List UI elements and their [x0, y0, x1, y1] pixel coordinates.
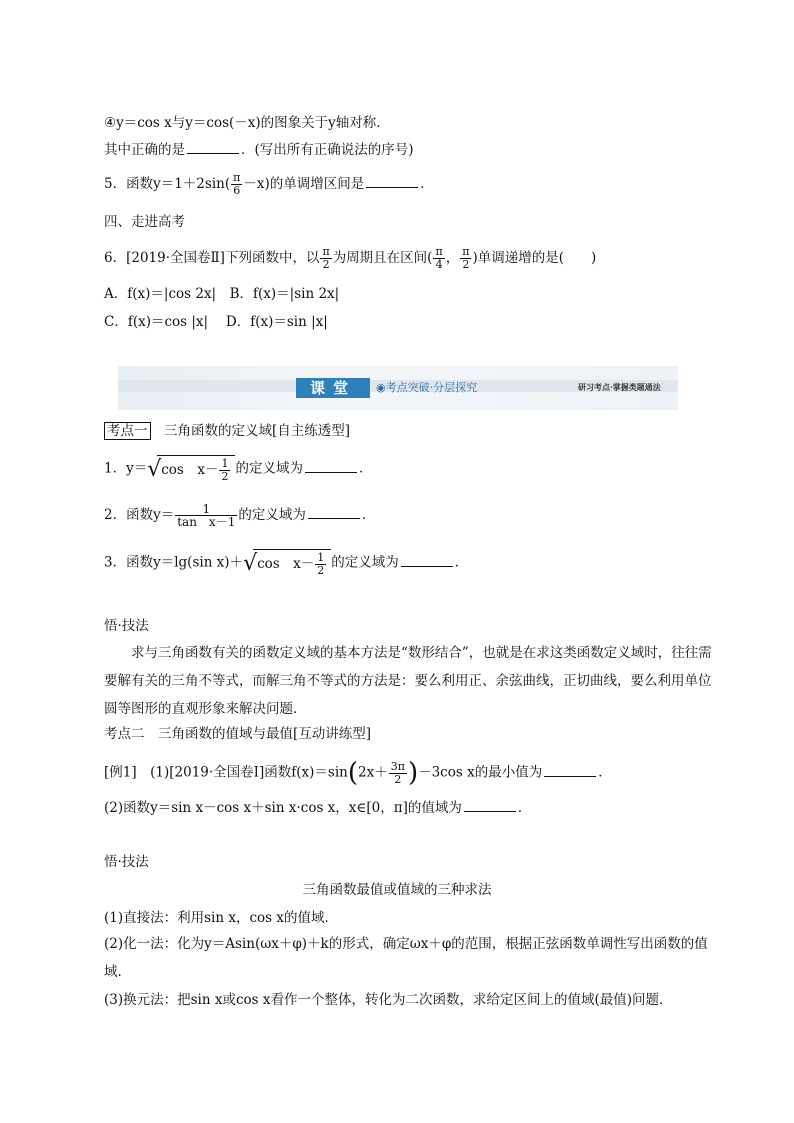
q4-item: ④y＝cos x与y＝cos(－x)的图象关于y轴对称． [104, 115, 390, 131]
fraction-numerator: π [435, 245, 443, 258]
answer-blank[interactable] [464, 799, 516, 812]
fraction-denominator: 6 [233, 184, 241, 197]
fraction [389, 761, 407, 786]
technique-heading: 悟·技法 [104, 854, 149, 870]
q4-prompt-text: 其中正确的是 [104, 142, 185, 158]
problem-3 [104, 549, 468, 577]
p2-text-c: ． [361, 507, 376, 523]
sqrt-sign: √ [147, 457, 162, 482]
fraction [315, 552, 326, 577]
fraction-numerator: 1 [175, 503, 237, 516]
kaodian-2-heading: 考点二 三角函数的值域与最值[互动讲练型] [104, 726, 372, 742]
ex1-text-b: 2x＋ [358, 764, 388, 781]
method-2: (2)化一法：化为y＝Asin(ωx＋φ)＋k的形式，确定ωx＋φ的范围，根据正弦函数单调性写出函数的值域． [104, 936, 708, 980]
sqrt-text: cos x－ [161, 462, 219, 478]
p2-text-a: 2．函数y＝ [104, 507, 175, 523]
fraction-numerator: π [322, 245, 330, 258]
sqrt-sign: √ [243, 551, 258, 576]
fraction-denominator: 2 [462, 258, 470, 271]
kaodian-1-heading [104, 421, 350, 441]
q4-prompt-note: ．(写出所有正确说法的序号) [241, 142, 414, 158]
fraction-denominator: 2 [317, 564, 325, 577]
answer-blank[interactable] [305, 460, 357, 473]
p3-text-b: 的定义域为 [331, 554, 399, 571]
fraction-numerator: π [462, 245, 470, 258]
fraction-numerator: 1 [221, 457, 229, 470]
answer-blank[interactable] [187, 141, 239, 154]
p1-text-a: 1．y＝ [104, 460, 148, 477]
fraction-denominator: 2 [322, 258, 330, 271]
p3-text-c: ． [454, 554, 469, 571]
q4-prompt [104, 140, 414, 160]
q6-options-cd[interactable]: C．f(x)＝cos |x| D．f(x)＝sin |x| [104, 314, 328, 330]
method-1: (1)直接法：利用sin x，cos x的值域． [104, 910, 338, 926]
fraction-denominator: 2 [394, 772, 402, 786]
example-1-part-2 [104, 798, 531, 818]
ex1-2-text: (2)函数y＝sin x－cos x＋sin x·cos x，x∈[0，π]的值域为 [104, 800, 462, 816]
fraction [433, 246, 444, 271]
fraction-denominator: 2 [221, 470, 229, 483]
problem-1 [104, 455, 372, 483]
paren-left: ( [347, 758, 358, 788]
sqrt [243, 549, 331, 577]
ex1-text-d: ． [598, 764, 612, 781]
banner-title: 课堂 [296, 378, 370, 398]
q6-options-ab[interactable]: A．f(x)＝|cos 2x| B．f(x)＝|sin 2x| [104, 286, 340, 302]
question-6 [104, 246, 596, 271]
p2-text-b: 的定义域为 [238, 507, 306, 523]
fraction-numerator: 1 [317, 551, 325, 564]
q6-text-c: ， [445, 250, 460, 266]
section-banner [118, 366, 678, 410]
fraction [231, 172, 242, 197]
fraction [460, 246, 471, 271]
question-5 [104, 172, 434, 197]
q5-text-c: ． [420, 176, 434, 192]
fraction [320, 246, 331, 271]
example-1 [104, 760, 612, 786]
ex1-text-a: [例1] (1)[2019·全国卷Ⅰ]函数f(x)＝sin [104, 764, 348, 781]
answer-blank[interactable] [544, 764, 596, 777]
q6-text-a: 6．[2019·全国卷Ⅱ]下列函数中，以 [104, 250, 320, 266]
kaodian-title: 三角函数的定义域[自主练透型] [164, 423, 351, 439]
answer-blank[interactable] [308, 506, 360, 519]
section-heading: 四、走进高考 [104, 214, 185, 230]
banner-right-text: 研习考点·掌握类题通法 [578, 382, 661, 392]
q5-text-b: －x)的单调增区间是 [243, 176, 365, 192]
p3-text-a: 3．函数y＝lg(sin x)＋ [104, 554, 244, 571]
q6-text-b: 为周期且在区间( [332, 250, 433, 266]
fraction-denominator: tan x－1 [177, 515, 236, 529]
kaodian-label: 考点一 [104, 422, 151, 440]
fraction-numerator: 3π [390, 759, 405, 773]
paren-right: ) [407, 758, 419, 788]
ex1-text-c: －3cos x的最小值为 [418, 764, 543, 781]
sqrt-body [253, 549, 331, 577]
p1-text-c: ． [358, 460, 373, 477]
method-3: (3)换元法：把sin x或cos x看作一个整体，转化为二次函数，求给定区间上的值域(最值)问题． [104, 992, 673, 1008]
q6-text-d: )单调递增的是( ) [472, 250, 597, 266]
ex1-2-text-end: ． [517, 800, 532, 816]
q5-text-a: 5．函数y＝1＋2sin( [104, 176, 231, 192]
sqrt-text: cos x－ [257, 556, 315, 572]
p1-text-b: 的定义域为 [235, 460, 303, 477]
banner-subtitle: ◉考点突破·分层探究 [376, 381, 478, 394]
problem-2 [104, 503, 375, 528]
fraction [175, 503, 237, 528]
answer-blank[interactable] [366, 175, 418, 188]
fraction-denominator: 4 [435, 258, 443, 271]
fraction-numerator: π [233, 171, 241, 184]
method-paragraph: 求与三角函数有关的函数定义域的基本方法是“数形结合”，也就是在求这类函数定义域时，往往需要解有关的三角不等式，而解三角不等式的方法是：要么利用正、余弦曲线，正切曲线，要么利用单位圆等图形的直观形象来解决问题． [104, 645, 712, 717]
sqrt-body [157, 455, 235, 483]
methods-title: 三角函数最值或值域的三种求法 [302, 882, 492, 898]
sqrt [147, 455, 235, 483]
technique-heading: 悟·技法 [104, 618, 149, 634]
fraction [219, 458, 230, 483]
answer-blank[interactable] [401, 554, 453, 567]
